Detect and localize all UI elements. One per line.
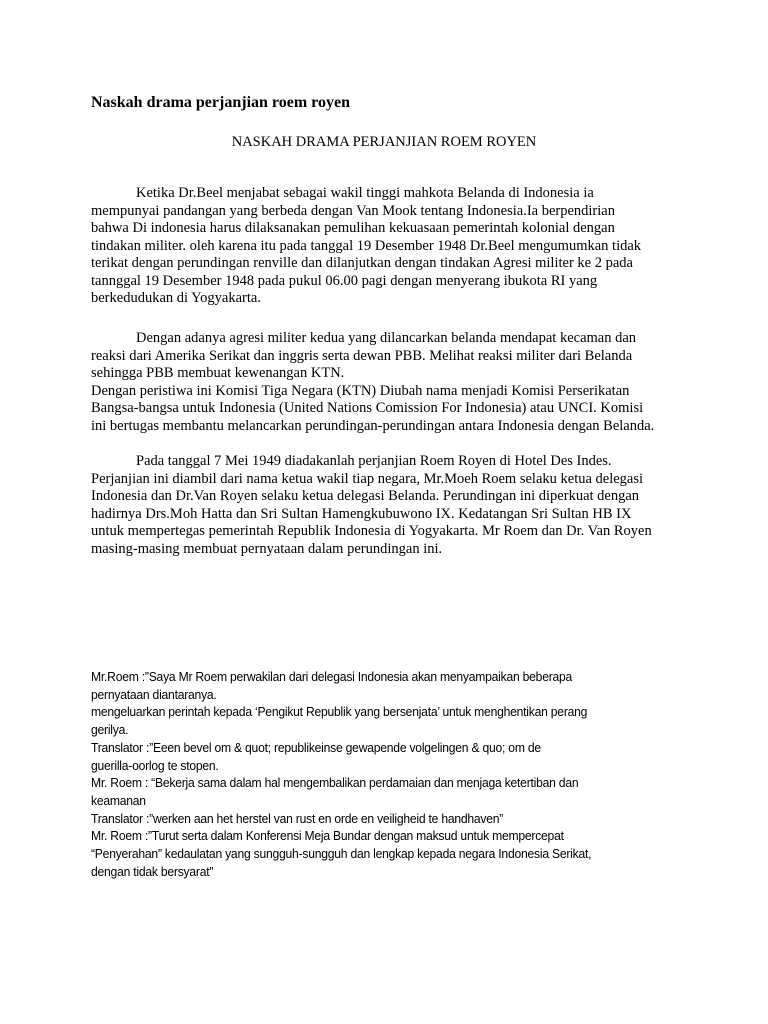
paragraph-line: tannggal 19 Desember 1948 pada pukul 06.00 pagi dengan menyerang ibukota RI yang — [91, 272, 598, 289]
paragraph-line: berkedudukan di Yogyakarta. — [91, 290, 261, 306]
paragraph-line: hadirnya Drs.Moh Hatta dan Sri Sultan Hamengkubuwono IX. Kedatangan Sri Sultan HB IX — [91, 505, 632, 522]
dialogue-line: keamanan — [91, 792, 146, 808]
paragraph-agresi — [91, 330, 691, 435]
paragraph-line: untuk mempertegas pemerintah Republik Indonesia di Yogyakarta. Mr Roem dan Dr. Van Royen — [91, 523, 652, 539]
paragraph-line: ini bertugas membantu melancarkan perundingan-perundingan antara Indonesia dengan Belanda. — [91, 417, 655, 434]
dialogue-line: guerilla-oorlog te stopen. — [91, 757, 219, 773]
dialogue-line: Translator :”Eeen bevel om & quot; republikeinse gewapende volgelingen & quo; om de — [91, 739, 541, 755]
paragraph-line: Ketika Dr.Beel menjabat sebagai wakil tinggi mahkota Belanda di Indonesia ia — [136, 185, 594, 201]
dialogue-line: Mr. Roem : “Bekerja sama dalam hal mengembalikan perdamaian dan menjaga ketertiban dan — [91, 775, 579, 791]
paragraph-line: Dengan adanya agresi militer kedua yang dilancarkan belanda mendapat kecaman dan — [136, 330, 637, 346]
paragraph-perjanjian — [91, 453, 691, 558]
dialogue-line: mengeluarkan perintah kepada ‘Pengikut Republik yang bersenjata’ untuk menghentikan perang — [91, 704, 588, 720]
dialogue-line: dengan tidak bersyarat” — [91, 863, 214, 879]
paragraph-line: Pada tanggal 7 Mei 1949 diadakanlah perjanjian Roem Royen di Hotel Des Indes. — [136, 453, 612, 469]
dialogue-line: Mr. Roem :”Turut serta dalam Konferensi Meja Bundar dengan maksud untuk mempercepat — [91, 828, 564, 844]
paragraph-line: Perjanjian ini diambil dari nama ketua wakil tiap negara, Mr.Moeh Roem selaku ketua delegasi — [91, 470, 644, 487]
paragraph-line: mempunyai pandangan yang berbeda dengan Van Mook tentang Indonesia.Ia berpendirian — [91, 202, 615, 219]
dialogue-line: pernyataan diantaranya. — [91, 686, 217, 702]
paragraph-line: sehingga PBB membuat kewenangan KTN. — [91, 365, 345, 381]
dialogue-line: “Penyerahan” kedaulatan yang sungguh-sungguh dan lengkap kepada negara Indonesia Serikat, — [91, 846, 592, 862]
paragraph-line: reaksi dari Amerika Serikat dan inggris serta dewan PBB. Melihat reaksi militer dari Belanda — [91, 347, 633, 364]
paragraph-line: Dengan peristiwa ini Komisi Tiga Negara (KTN) Diubah nama menjadi Komisi Perserikatan — [91, 382, 630, 399]
document-heading: NASKAH DRAMA PERJANJIAN ROEM ROYEN — [231, 134, 537, 150]
dialogue-section — [91, 668, 643, 880]
paragraph-line: masing-masing membuat pernyataan dalam perundingan ini. — [91, 540, 443, 557]
paragraph-line: Indonesia dan Dr.Van Royen selaku ketua delegasi Belanda. Perundingan ini diperkuat dengan — [91, 488, 640, 504]
dialogue-line: Translator :”werken aan het herstel van rust en orde en veiligheid te handhaven” — [91, 810, 504, 826]
paragraph-line: terikat dengan perundingan renville dan dilanjutkan dengan tindakan Agresi militer ke 2 pada — [91, 255, 633, 271]
paragraph-line: tindakan militer. oleh karena itu pada tanggal 19 Desember 1948 Dr.Beel mengumumkan tidak — [91, 237, 642, 254]
dialogue-line: gerilya. — [91, 722, 129, 738]
paragraph-line: bahwa Di indonesia harus dilaksanakan pemulihan kekuasaan pemerintah kolonial dengan — [91, 220, 615, 236]
document-title: Naskah drama perjanjian roem royen — [91, 94, 350, 111]
dialogue-line: Mr.Roem :”Saya Mr Roem perwakilan dari delegasi Indonesia akan menyampaikan beberapa — [91, 669, 573, 684]
paragraph-line: Bangsa-bangsa untuk Indonesia (United Nations Comission For Indonesia) atau UNCI. Komisi — [91, 400, 644, 416]
paragraph-intro — [91, 185, 691, 308]
